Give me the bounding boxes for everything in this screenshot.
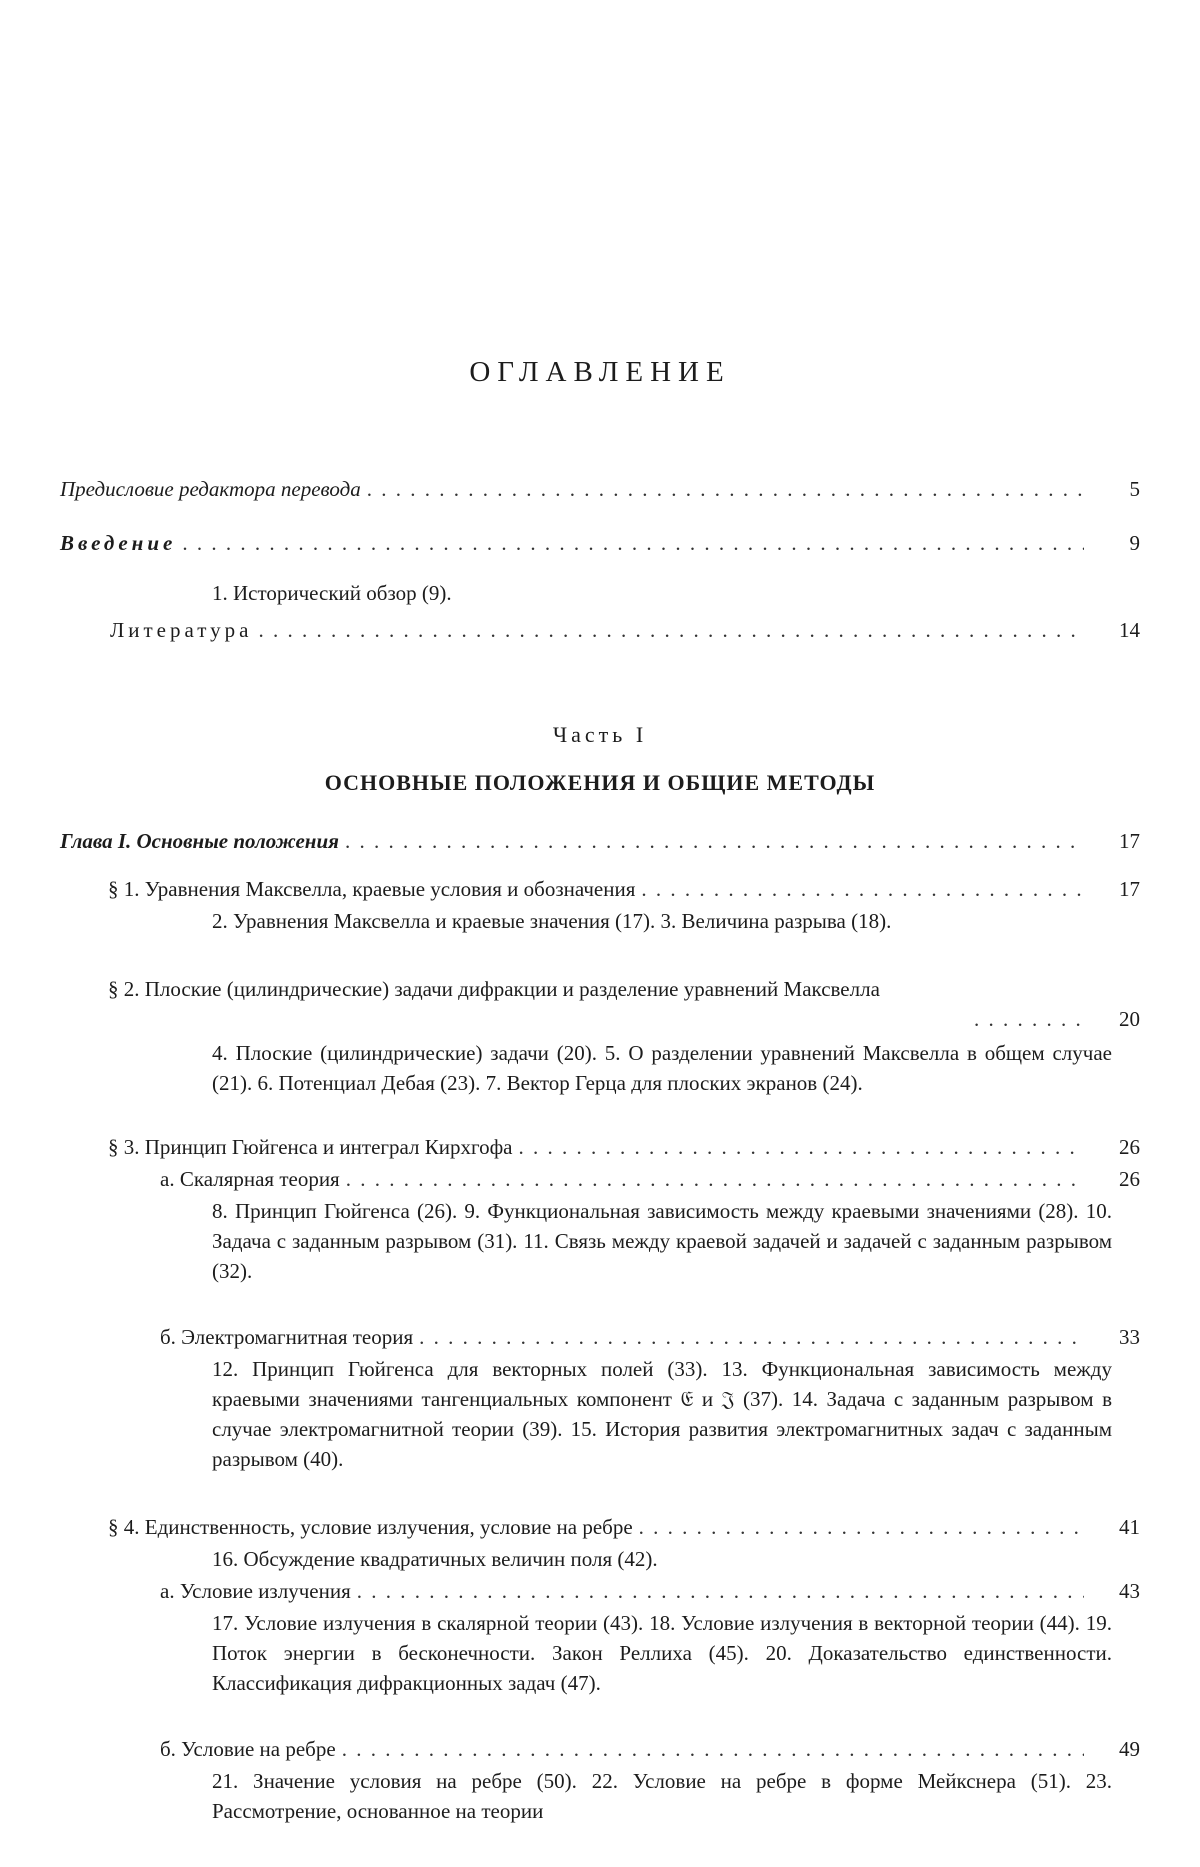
toc-subentry: 8. Принцип Гюйгенса (26). 9. Функциональная зависимость между краевыми значениями (28). 10. Задача с заданным разрывом (31). 11. Связь между краевой задачей и задачей с заданным разрывом (32).	[212, 1196, 1112, 1286]
toc-entry-subsection[interactable]	[160, 1734, 1140, 1764]
leader-dots	[357, 1576, 1084, 1606]
toc-entry-section-2-page	[968, 1004, 1140, 1034]
leader-dots	[974, 1004, 1084, 1034]
toc-entry-chapter-1[interactable]	[60, 826, 1140, 856]
toc-subentry: 21. Значение условия на ребре (50). 22. Условие на ребре в форме Мейкснера (51). 23. Рассмотрение, основанное на теории	[212, 1766, 1112, 1826]
toc-entry-literature[interactable]	[110, 615, 1140, 645]
toc-entry-text: а. Скалярная теория	[160, 1164, 340, 1194]
toc-page-number: 5	[1090, 474, 1140, 504]
toc-entry-section-3[interactable]	[108, 1132, 1140, 1162]
leader-dots	[641, 874, 1084, 904]
toc-entry-section-2[interactable]	[108, 974, 1112, 1004]
toc-page-number: 20	[1090, 1004, 1140, 1034]
toc-page-number: 17	[1090, 874, 1140, 904]
leader-dots	[345, 826, 1084, 856]
toc-page-number: 26	[1090, 1132, 1140, 1162]
toc-page-number: 43	[1090, 1576, 1140, 1606]
toc-subentry: 1. Исторический обзор (9).	[212, 578, 1012, 608]
toc-entry-text: Глава I. Основные положения	[60, 826, 339, 856]
toc-entry-subsection[interactable]	[160, 1164, 1140, 1194]
toc-page-number: 49	[1090, 1734, 1140, 1764]
toc-entry-text: § 1. Уравнения Максвелла, краевые условия и обозначения	[108, 874, 635, 904]
leader-dots	[182, 528, 1084, 558]
toc-entry-introduction[interactable]	[60, 528, 1140, 558]
toc-subentry: 17. Условие излучения в скалярной теории (43). 18. Условие излучения в векторной теории (44). 19. Поток энергии в бесконечности. Закон Реллиха (45). 20. Доказательство единственности. Классификация дифракционных задач (47).	[212, 1608, 1112, 1698]
leader-dots	[342, 1734, 1084, 1764]
toc-entry-text: § 3. Принцип Гюйгенса и интеграл Кирхгофа	[108, 1132, 513, 1162]
toc-subentry: 4. Плоские (цилиндрические) задачи (20). 5. О разделении уравнений Максвелла в общем случае (21). 6. Потенциал Дебая (23). 7. Вектор Герца для плоских экранов (24).	[212, 1038, 1112, 1098]
toc-page-number: 9	[1090, 528, 1140, 558]
toc-page	[0, 0, 1200, 1867]
toc-entry-text: Литература	[110, 615, 252, 645]
toc-entry-text: § 2. Плоские (цилиндрические) задачи дифракции и разделение уравнений Максвелла	[108, 977, 880, 1001]
toc-entry-preface[interactable]	[60, 474, 1140, 504]
toc-entry-text: б. Электромагнитная теория	[160, 1322, 413, 1352]
toc-entry-section-4[interactable]	[108, 1512, 1140, 1542]
toc-entry-section-1[interactable]	[108, 874, 1140, 904]
toc-entry-subsection[interactable]	[160, 1322, 1140, 1352]
leader-dots	[258, 615, 1084, 645]
leader-dots	[346, 1164, 1084, 1194]
part-title: ОСНОВНЫЕ ПОЛОЖЕНИЯ И ОБЩИЕ МЕТОДЫ	[0, 770, 1200, 796]
toc-entry-subsection[interactable]	[160, 1576, 1140, 1606]
leader-dots	[519, 1132, 1085, 1162]
leader-dots	[639, 1512, 1084, 1542]
toc-entry-text: Введение	[60, 528, 176, 558]
toc-page-number: 33	[1090, 1322, 1140, 1352]
toc-subentry: 12. Принцип Гюйгенса для векторных полей (33). 13. Функциональная зависимость между краевыми значениями тангенциальных компонент 𝔈 и 𝔍 (37). 14. Задача с заданным разрывом в случае электромагнитной теории (39). 15. История развития электромагнитных задач с заданным разрывом (40).	[212, 1354, 1112, 1474]
page-title: ОГЛАВЛЕНИЕ	[0, 356, 1200, 389]
toc-entry-text: а. Условие излучения	[160, 1576, 351, 1606]
toc-entry-text: Предисловие редактора перевода	[60, 474, 361, 504]
toc-page-number: 26	[1090, 1164, 1140, 1194]
leader-dots	[419, 1322, 1084, 1352]
toc-page-number: 14	[1090, 615, 1140, 645]
part-label: Часть I	[0, 722, 1200, 748]
leader-dots	[367, 474, 1084, 504]
toc-entry-text: б. Условие на ребре	[160, 1734, 336, 1764]
toc-page-number: 17	[1090, 826, 1140, 856]
toc-subentry: 16. Обсуждение квадратичных величин поля (42).	[212, 1544, 1112, 1574]
toc-subentry: 2. Уравнения Максвелла и краевые значения (17). 3. Величина разрыва (18).	[212, 906, 1112, 936]
toc-entry-text: § 4. Единственность, условие излучения, условие на ребре	[108, 1512, 633, 1542]
toc-page-number: 41	[1090, 1512, 1140, 1542]
